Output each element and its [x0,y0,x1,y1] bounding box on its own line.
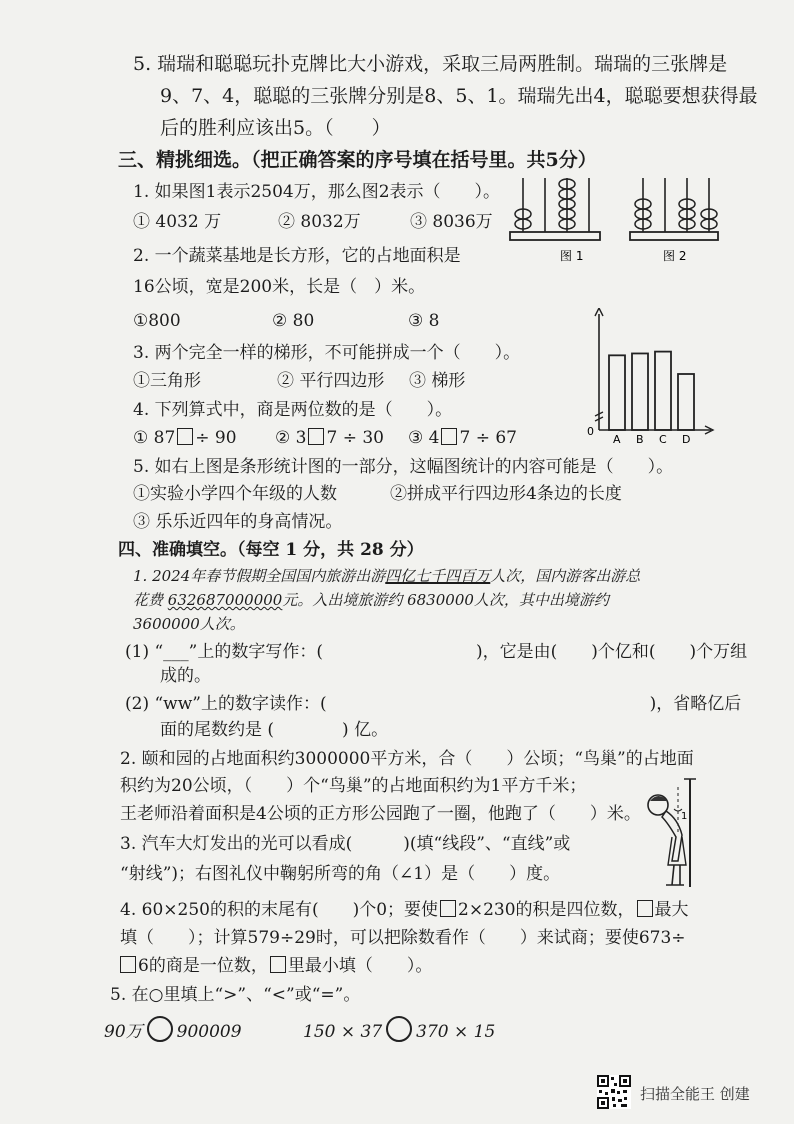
s3-q1-opt3[interactable]: ③ 8036万 [410,212,493,232]
abacus-figures [505,170,725,270]
s3-q3-opt1[interactable]: ①三角形 [133,371,201,391]
compare-2: 150 × 37 370 × 15 [303,1016,495,1044]
s3-q5-opt1[interactable]: ①实验小学四个年级的人数 [133,484,337,504]
bar-D [678,374,694,430]
x-tick-label-B: B [636,433,644,446]
blank-square [120,956,136,973]
s3-q4-opt3[interactable]: ③ 4 7 ÷ 67 [408,428,517,448]
bar-C [655,352,671,430]
s3-q2-opt3[interactable]: ③ 8 [408,311,440,331]
judge-q5-line2: 9、7、4，聪聪的三张牌分别是8、5、1。瑞瑞先出4，聪聪要想获得最 [160,85,758,107]
judge-q5-line1: 5. 瑞瑞和聪聪玩扑克牌比大小游戏，采取三局两胜制。瑞瑞的三张牌是 [133,53,728,75]
abacus-figure-1 [510,178,600,263]
compare-1: 90万 900009 [104,1016,242,1044]
x-tick-label-A: A [613,433,621,446]
bar-B [632,353,648,430]
s3-q3-opt3[interactable]: ③ 梯形 [409,371,466,391]
abacus-figure-2 [630,178,718,263]
abacus-label-2: 图 2 [663,249,687,263]
compare-circle[interactable] [386,1016,412,1042]
s4-q3-line1: 3. 汽车大灯发出的光可以看成( )(填“线段”、“直线”或 [120,834,571,854]
s4-q1-part1-line2: 成的。 [160,666,211,686]
s4-q2-line3: 王老师沿着面积是4公顷的正方形公园跑了一圈，他跑了（ ）米。 [120,804,641,824]
s3-q1-opt2[interactable]: ② 8032万 [278,212,361,232]
s4-q3-line2: “射线”)；右图礼仪中鞠躬所弯的角（∠1）是（ ）度。 [120,864,561,884]
s4-q1-part1-line1: (1) “___”上的数字写作：( )，它是由( )个亿和( )个万组 [125,642,748,662]
s3-q2-opt1[interactable]: ①800 [133,311,181,331]
s4-q2-line2: 积约为20公顷，（ ）个“鸟巢”的占地面积约为1平方千米； [120,776,587,796]
s3-q4-opt1[interactable]: ① 87 ÷ 90 [133,428,237,448]
x-tick-label-C: C [659,433,667,446]
abacus-label-1: 图 1 [560,249,584,263]
s4-q4-line1: 4. 60×250的积的末尾有( )个0；要使 2×230的积是四位数， 最大 [120,900,689,920]
angle-label: 1 [681,811,688,822]
s3-q4-opt2[interactable]: ② 3 7 ÷ 30 [275,428,384,448]
section3-title: 三、精挑细选。（把正确答案的序号填在括号里。共5分） [118,149,597,171]
s3-q4-stem: 4. 下列算式中，商是两位数的是（ ）。 [133,400,453,420]
underlined-number: 四亿七千四百万 [385,567,491,585]
s4-q1-part2-line1: (2) “ww”上的数字读作：( )，省略亿后 [125,694,742,714]
s3-q3-stem: 3. 两个完全一样的梯形，不可能拼成一个（ ）。 [133,343,521,363]
s3-q5-opt2[interactable]: ②拼成平行四边形4条边的长度 [390,484,622,504]
s4-q1-line2: 花费 632687000000元。入出境旅游约 6830000人次，其中出境游约 [133,591,609,609]
s4-q1-line3: 3600000人次。 [133,615,245,633]
wavy-underlined-number: 632687000000 [167,591,283,609]
s3-q1-stem: 1. 如果图1表示2504万，那么图2表示（ ）。 [133,182,501,202]
blank-square [177,428,193,445]
blank-square [441,428,457,445]
s3-q2-line2: 16公顷，宽是200米，长是（ ）米。 [133,277,426,297]
x-tick-label-D: D [682,433,691,446]
blank-square [308,428,324,445]
s3-q3-opt2[interactable]: ② 平行四边形 [277,371,385,391]
compare-circle[interactable] [147,1016,173,1042]
bowing-person-figure [632,775,702,890]
judge-q5-line3: 后的胜利应该出5。（ ） [160,117,391,139]
s3-q1-opt1[interactable]: ① 4032 万 [133,212,222,232]
s3-q5-stem: 5. 如右上图是条形统计图的一部分，这幅图统计的内容可能是（ ）。 [133,457,674,477]
blank-square [440,900,456,917]
bar-chart [585,308,715,448]
s4-q2-line1: 2. 颐和园的占地面积约3000000平方米，合（ ）公顷；“鸟巢”的占地面 [120,749,694,769]
s3-q2-opt2[interactable]: ② 80 [272,311,315,331]
section4-title: 四、准确填空。（每空 1 分，共 28 分） [118,540,424,560]
blank-square [637,900,653,917]
s4-q5-stem: 5. 在○里填上“>”、“<”或“=”。 [110,985,361,1005]
s4-q1-part2-line2: 面的尾数约是 ( ) 亿。 [160,720,389,740]
bar-A [609,355,625,430]
qr-code-icon [597,1075,631,1109]
s4-q4-line3: 6的商是一位数， 里最小填（ ）。 [118,954,432,978]
origin-label: 0 [587,425,594,438]
s4-q1-line1: 1. 2024年春节假期全国国内旅游出游四亿七千四百万人次，国内游客出游总 [133,567,641,585]
s4-q4-line2: 填（ ）；计算579÷29时，可以把除数看作（ ）来试商；要使673÷ [120,928,686,948]
footer-watermark-text: 扫描全能王 创建 [640,1085,750,1103]
s3-q2-line1: 2. 一个蔬菜基地是长方形，它的占地面积是 [133,246,461,266]
s3-q5-opt3[interactable]: ③ 乐乐近四年的身高情况。 [133,512,343,532]
blank-square [270,956,286,973]
